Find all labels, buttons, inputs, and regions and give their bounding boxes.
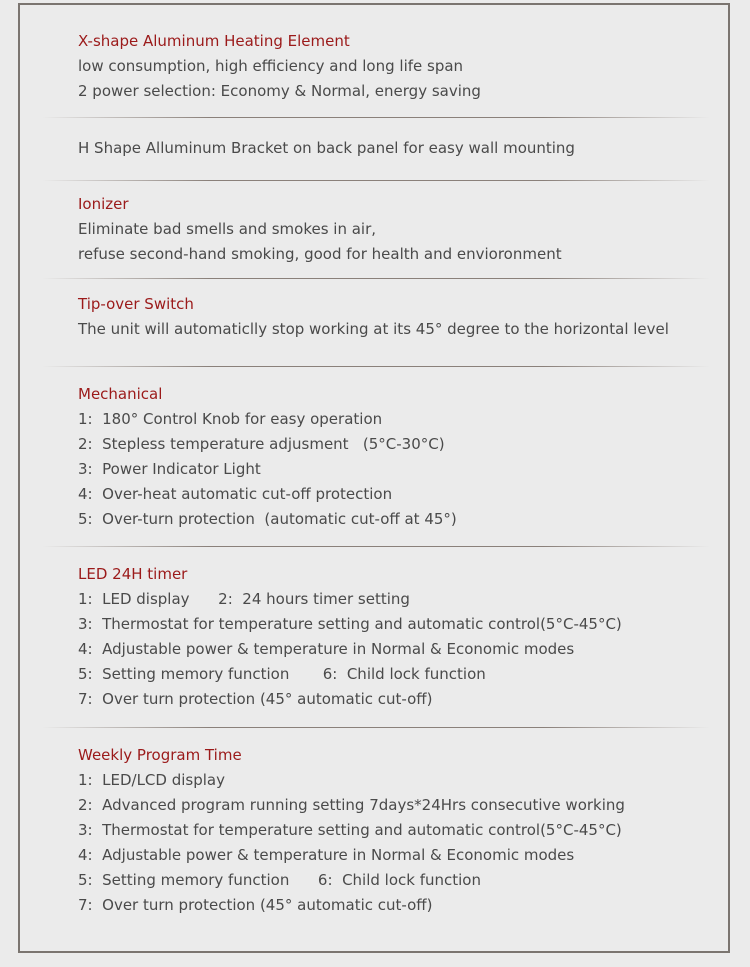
divider xyxy=(42,278,710,279)
divider xyxy=(42,117,710,118)
section-line: The unit will automaticlly stop working at its 45° degree to the horizontal level xyxy=(78,320,669,338)
section-line: 7: Over turn protection (45° automatic cut-off) xyxy=(78,690,433,708)
section-line: 3: Thermostat for temperature setting and automatic control(5°C-45°C) xyxy=(78,615,622,633)
section-line: H Shape Alluminum Bracket on back panel for easy wall mounting xyxy=(78,139,575,157)
divider xyxy=(42,546,710,547)
section-line: 4: Over-heat automatic cut-off protection xyxy=(78,485,393,503)
section-line: 2: Stepless temperature adjusment (5°C-30°C) xyxy=(78,435,445,453)
section-title: Mechanical xyxy=(78,385,163,403)
section-line: 5: Over-turn protection (automatic cut-off at 45°) xyxy=(78,510,457,528)
section-mechanical xyxy=(78,382,718,532)
section-title: Ionizer xyxy=(78,195,129,213)
section-line: 2: Advanced program running setting 7days*24Hrs consecutive working xyxy=(78,796,625,814)
section-bracket xyxy=(78,136,718,161)
feature-panel xyxy=(18,3,730,953)
section-line: 4: Adjustable power & temperature in Normal & Economic modes xyxy=(78,640,575,658)
section-line: refuse second-hand smoking, good for health and envioronment xyxy=(78,245,562,263)
section-line: 4: Adjustable power & temperature in Normal & Economic modes xyxy=(78,846,575,864)
section-heating-element xyxy=(78,29,718,104)
section-line: 3: Thermostat for temperature setting and automatic control(5°C-45°C) xyxy=(78,821,622,839)
section-title: LED 24H timer xyxy=(78,565,188,583)
section-line: 1: 180° Control Knob for easy operation xyxy=(78,410,383,428)
section-line: 3: Power Indicator Light xyxy=(78,460,261,478)
section-line: 7: Over turn protection (45° automatic cut-off) xyxy=(78,896,433,914)
section-line: 1: LED/LCD display xyxy=(78,771,225,789)
section-title: Weekly Program Time xyxy=(78,746,242,764)
section-line: 2 power selection: Economy & Normal, energy saving xyxy=(78,82,481,100)
section-ionizer xyxy=(78,192,718,267)
divider xyxy=(42,727,710,728)
divider xyxy=(42,180,710,181)
section-led-timer xyxy=(78,562,718,712)
section-title: Tip-over Switch xyxy=(78,295,194,313)
section-line: low consumption, high efficiency and long life span xyxy=(78,57,464,75)
section-title: X-shape Aluminum Heating Element xyxy=(78,32,350,50)
section-line: 5: Setting memory function 6: Child lock function xyxy=(78,871,481,889)
section-line: 1: LED display 2: 24 hours timer setting xyxy=(78,590,410,608)
divider xyxy=(42,366,710,367)
section-line: 5: Setting memory function 6: Child lock function xyxy=(78,665,486,683)
section-line: Eliminate bad smells and smokes in air, xyxy=(78,220,377,238)
section-tip-over-switch xyxy=(78,292,718,342)
section-weekly-program xyxy=(78,743,718,918)
